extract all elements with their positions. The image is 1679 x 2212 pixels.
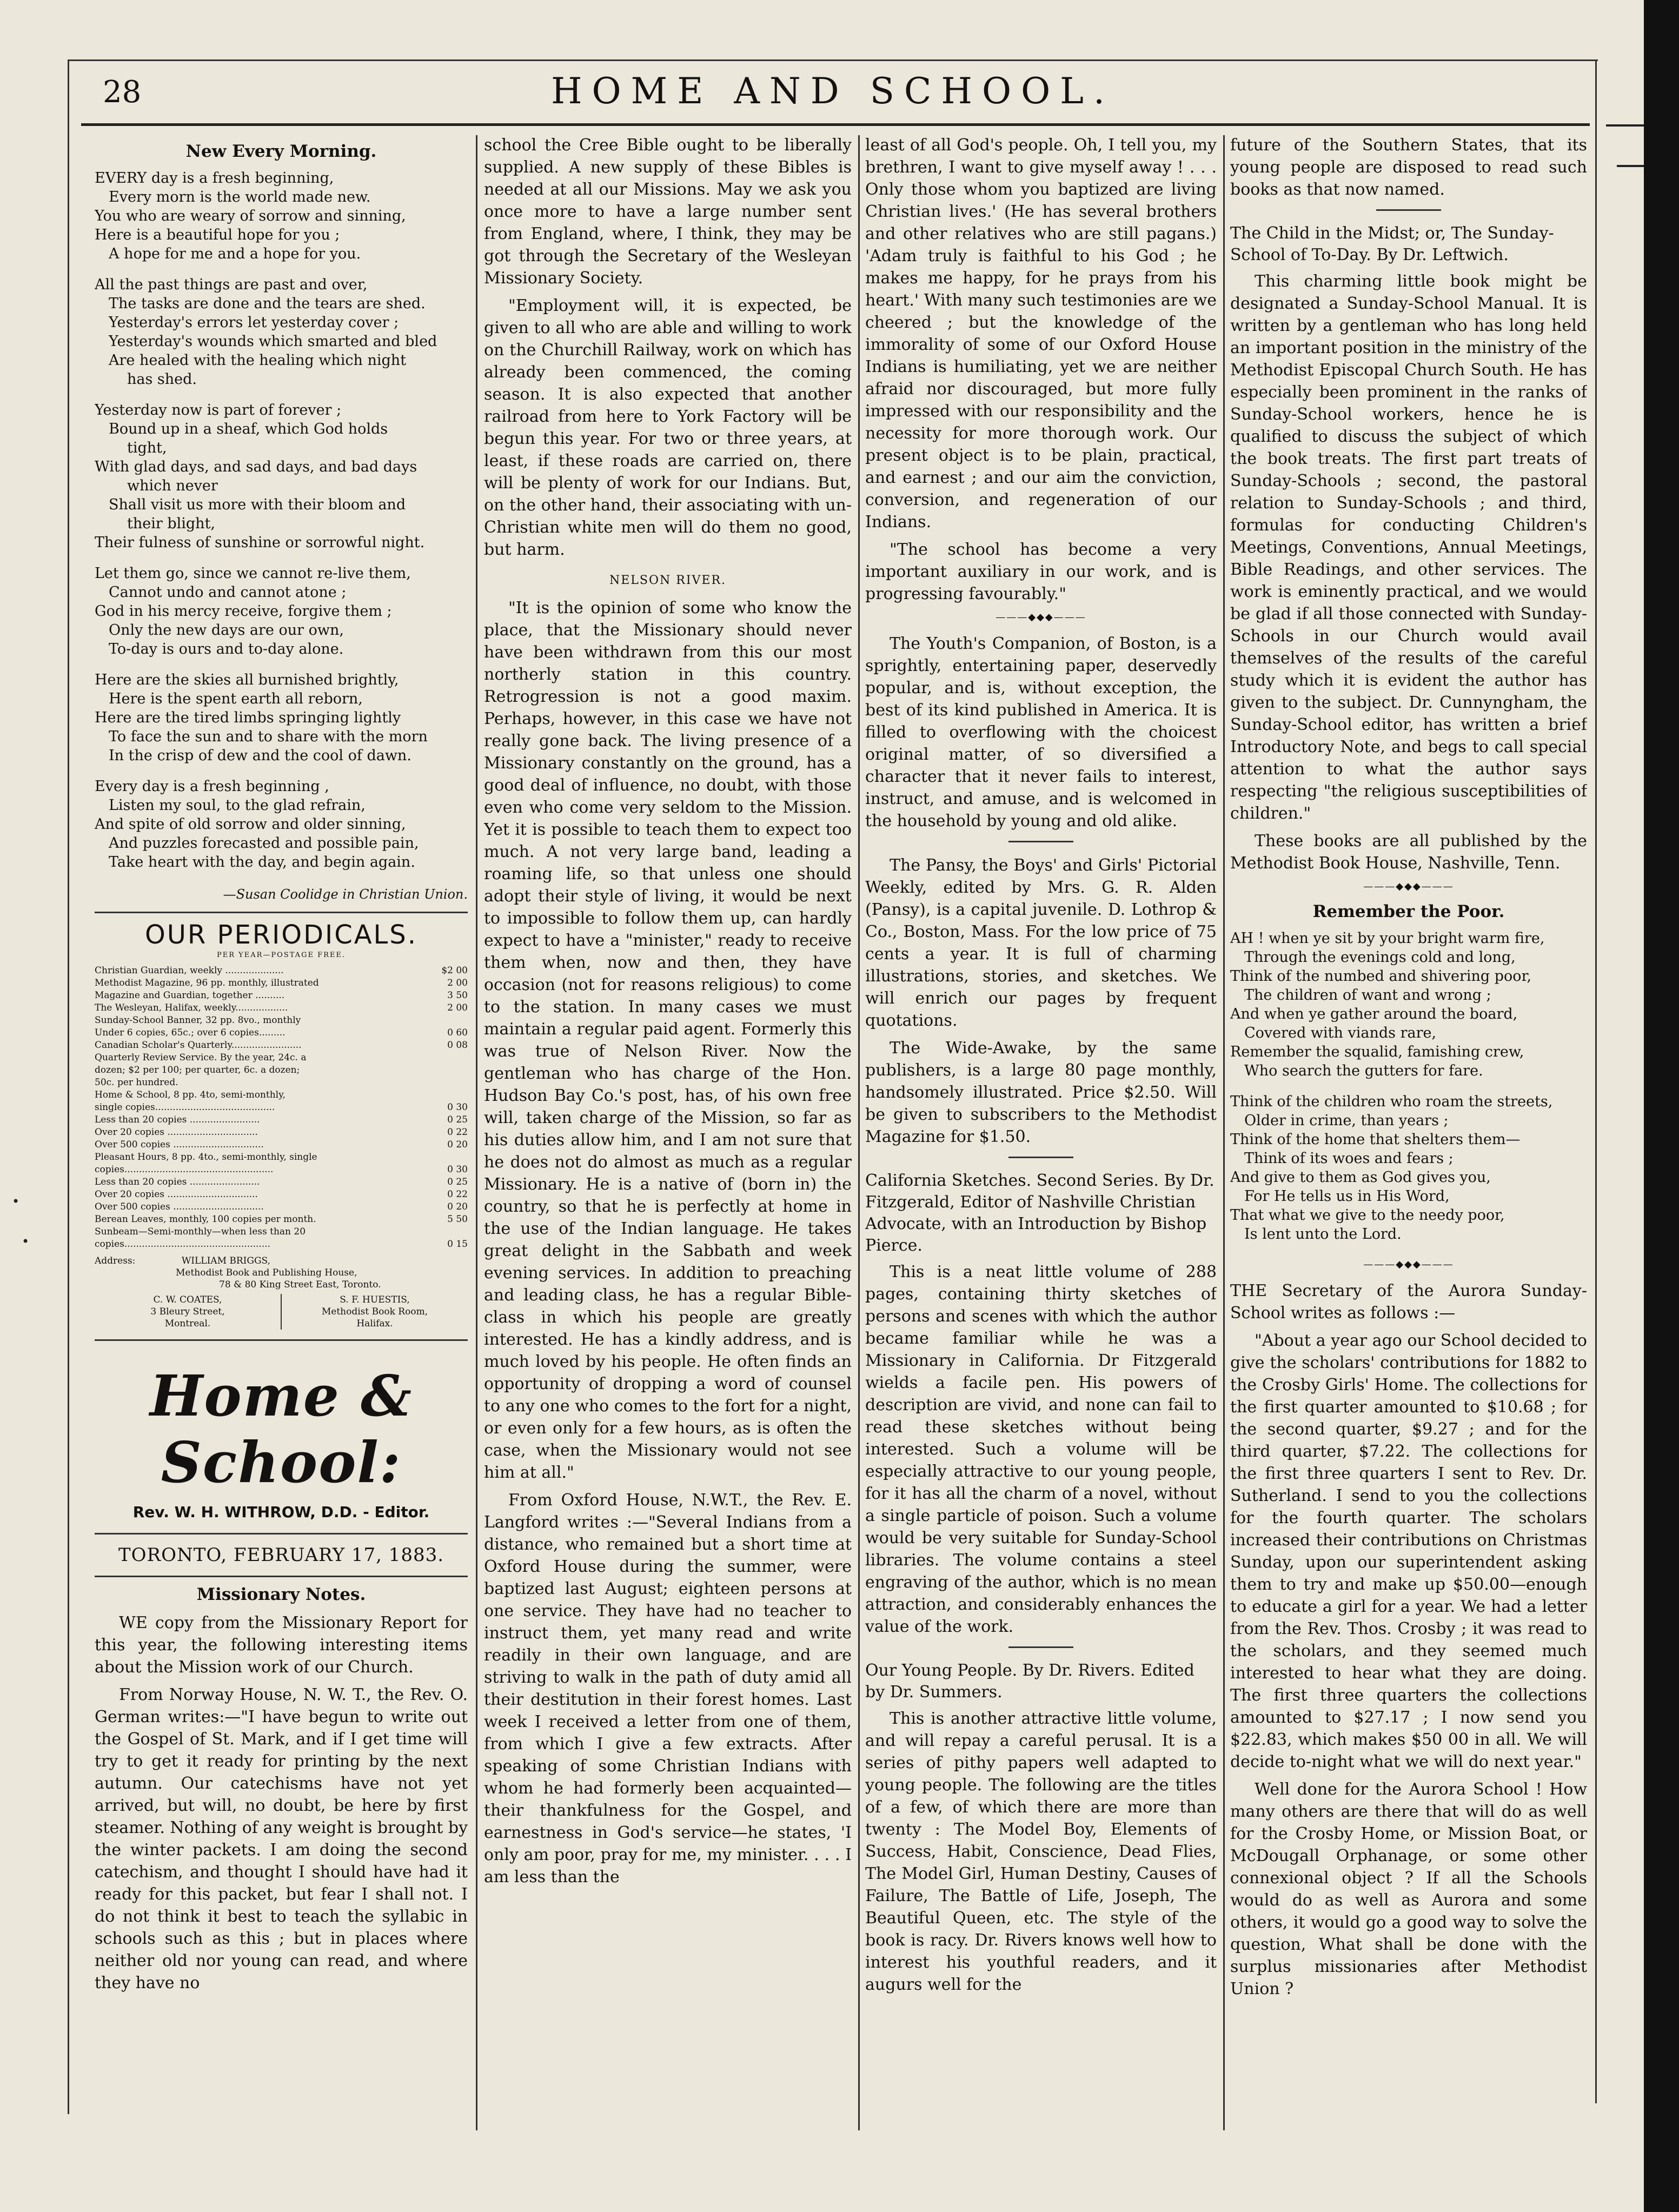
periodical-price	[436, 1052, 468, 1064]
poem-line: Think of the children who roam the streets,	[1230, 1093, 1553, 1110]
periodical-price: 3 50	[447, 990, 468, 1001]
ornament-divider: ———◆◆◆———	[1363, 1259, 1454, 1270]
poem-line: You who are weary of sorrow and sinning,	[95, 208, 406, 224]
periodical-price: 0 22	[447, 1127, 468, 1138]
header-rule	[81, 123, 1590, 126]
price-row	[95, 1176, 468, 1188]
poem-line: tight,	[127, 440, 167, 456]
periodical-name: Over 20 copies ...............................	[95, 1127, 258, 1138]
margin-dot-icon: •	[12, 1194, 20, 1209]
poem-line: Covered with viands rare,	[1244, 1025, 1437, 1041]
page-border-left	[68, 59, 69, 2114]
periodical-name: The Wesleyan, Halifax, weekly..................	[95, 1002, 288, 1013]
periodical-price: 0 60	[447, 1027, 468, 1038]
poem-line: And give to them as God gives you,	[1230, 1169, 1491, 1186]
price-row	[95, 1039, 468, 1052]
section-rule	[95, 912, 468, 913]
poem-line: Is lent unto the Lord.	[1244, 1226, 1402, 1243]
poem-line: Think of the numbed and shivering poor,	[1230, 968, 1532, 985]
periodical-price: 5 50	[447, 1214, 468, 1225]
review-paragraph: This charming little book might be designated a Sunday-School Manual. It is written by a gentleman who has long held an important position in the ministry of the Methodist Episcopal Church South. He has especially been prominent in the ranks of Sunday-School workers, hence he is qualified to discuss the subject of which the book treats. The first part treats of Sunday-Schools ; second, the pastoral relation to Sunday-Schools ; and third, formulas for conducting Children's Meetings, Conventions, Annual Meetings, Bible Readings, and other services. The work is eminently practical, and we would be glad if all those connected with Sunday-Schools in our Church would avail themselves of the results of the careful study which it is evident the author has given to the subject. Dr. Cunnyngham, the Sunday-School editor, has written a brief Introductory Note, and begs to call special attention to what the author says respecting "the religious susceptibilities of children."	[1230, 272, 1587, 823]
poem-line: That what we give to the needy poor,	[1230, 1207, 1505, 1224]
price-row	[95, 1164, 468, 1176]
agent-halifax	[281, 1294, 468, 1330]
price-list	[95, 965, 468, 1251]
periodical-name: Canadian Scholar's Quarterly........................	[95, 1040, 302, 1051]
column-rule	[476, 135, 477, 2130]
periodical-price: 0 20	[447, 1139, 468, 1150]
poem-new-every-morning	[95, 169, 468, 872]
poem-line: Yesterday's wounds which smarted and bled	[109, 333, 437, 350]
poem-line	[95, 389, 468, 401]
poem-line: A hope for me and a hope for you.	[109, 245, 361, 262]
poem-line	[95, 659, 468, 670]
price-row	[95, 1064, 468, 1077]
agents-block	[95, 1294, 468, 1330]
periodical-price: 0 25	[447, 1177, 468, 1187]
price-row	[95, 1238, 468, 1251]
price-row	[95, 1213, 468, 1226]
page-header	[81, 70, 1584, 119]
poem-line: All the past things are past and over,	[95, 276, 368, 293]
poem-line: which never	[127, 477, 218, 494]
poem-line: Here is a beautiful hope for you ;	[95, 227, 340, 243]
periodical-name: Quarterly Review Service. By the year, 24c. a	[95, 1052, 307, 1063]
poem-line: Take heart with the day, and begin again.	[109, 854, 415, 871]
poem-title: Remember the Poor.	[1312, 902, 1505, 921]
section-rule	[95, 1339, 468, 1341]
periodical-price: 0 08	[447, 1040, 468, 1051]
review-paragraph: This is a neat little volume of 288 pages, containing thirty sketches of persons and scenes with which the author became familiar while he was a Missionary in California. Dr Fitzgerald wields a facile pen. His powers of description are vivid, and none can fail to read these sketches without being interested. Such a volume will be especially attractive to our young people, for it has all the charm of a novel, without a single particle of poison. Such a volume would be very suitable for Sunday-School libraries. The volume contains a steel engraving of the author, which is no mean attraction, and considerably enhances the value of the work.	[865, 1263, 1217, 1636]
poem-line: And puzzles forecasted and possible pain,	[109, 835, 419, 852]
poem-line: Only the new days are our own,	[109, 622, 344, 639]
review-heading: California Sketches. Second Series. By Dr. Fitzgerald, Editor of Nashville Christian Advocate, with an Introduction by Bishop Pierce.	[865, 1171, 1215, 1255]
periodical-name: Christian Guardian, weekly ....................	[95, 965, 284, 976]
poem-remember-the-poor	[1230, 929, 1587, 1244]
periodical-name: copies...................................................	[95, 1164, 274, 1175]
poem-line: Listen my soul, to the glad refrain,	[109, 797, 366, 814]
price-row	[95, 1077, 468, 1089]
agent-line: Halifax.	[356, 1318, 393, 1329]
poem-line: To face the sun and to share with the morn	[109, 728, 428, 745]
page-border-right	[1595, 59, 1597, 2103]
poem-line: In the crisp of dew and the cool of dawn.	[109, 747, 412, 764]
section-rule	[1008, 841, 1073, 842]
price-row	[95, 1114, 468, 1126]
article-paragraph: least of all God's people. Oh, I tell you, my brethren, I want to give myself away ! . . . Only those whom you baptized are living Christian lives.' (He has several brothers and other relatives who are still pagans.) 'Adam truly is faithful to his God ; he makes me happy, for he prays from his heart.' With many such testimonies are we cheered ; but the knowledge of the immorality of some of our Oxford House Indians is humiliating, yet we are neither afraid nor discouraged, but more fully impressed with our responsibility and the necessity for more thorough work. Our present object is to be plain, practical, and earnest ; and our aim the conviction, conversion, and regeneration of our Indians.	[865, 136, 1217, 532]
poem-line: Every morn is the world made new.	[109, 189, 371, 205]
periodical-name: Methodist Magazine, 96 pp. monthly, illustrated	[95, 978, 319, 988]
periodical-price	[436, 1089, 468, 1101]
poem-line: Who search the gutters for fare.	[1244, 1062, 1483, 1079]
address-line: 78 & 80 King Street East, Toronto.	[219, 1279, 381, 1290]
price-row	[95, 1188, 468, 1201]
price-row	[95, 1226, 468, 1238]
poem-line: And spite of old sorrow and older sinning,	[95, 816, 406, 833]
section-rule	[1008, 1646, 1073, 1648]
periodical-name: Sunbeam—Semi-monthly—when less than 20	[95, 1226, 306, 1237]
periodical-price: 0 30	[447, 1164, 468, 1175]
agent-montreal	[95, 1294, 281, 1330]
dateline: TORONTO, FEBRUARY 17, 1883.	[118, 1544, 444, 1566]
periodical-price: 0 22	[447, 1189, 468, 1200]
poem-title: New Every Morning.	[185, 142, 377, 161]
poem-line: Shall visit us more with their bloom and	[109, 496, 406, 513]
article-paragraph: "It is the opinion of some who know the place, that the Missionary should never have been withdrawn from this our most northerly station in this country. Retrogression is not a good maxim. Perhaps, however, in this case we have not really gone back. The living presence of a Missionary constantly on the ground, has a good deal of influence, no doubt, with those even who come very seldom to the Mission. Yet it is possible to teach them to expect too much. A not very large band, leading a roaming life, so that unless one should adopt their style of living, it would be next to impossible to follow them up, can hardly expect to have a "minister," ready to receive them when, now and then, they have occasion (not for reasons religious) to come to the station. In many cases we must maintain a regular paid agent. Formerly this was true of Nelson River. Now the gentleman who has charge of the Hon. Hudson Bay Co.'s post, has, of his own free will, taken charge of the Mission, so far as his duties allow him, and I am not sure that he does not do almost as much as a regular Missionary. He is a native of (born in) the country, so that he is perfectly at home in the use of the Indian language. He takes great delight in the Sabbath and week evening services. In addition to preaching and leading class, he has a regular Bible-class in which his people are greatly interested. He has a kindly address, and is much loved by his people. He often finds an opportunity of dropping a word of counsel to any one who comes to the fort for a night, or even only for a few hours, as is often the case, when the Missionary would not see him at all."	[484, 599, 852, 1482]
price-row	[95, 1151, 468, 1164]
article-paragraph: "The school has become a very important auxiliary in our work, and is progressing favourably."	[865, 540, 1217, 603]
periodical-price: 0 25	[447, 1114, 468, 1125]
ornament-divider: ———◆◆◆———	[1363, 881, 1454, 892]
poem-line	[95, 765, 468, 777]
periodicals-title: OUR PERIODICALS.	[144, 920, 418, 950]
article-subheading: NELSON RIVER.	[609, 574, 727, 587]
article-paragraph: WE copy from the Missionary Report for this year, the following interesting items about the Mission work of our Church.	[95, 1613, 468, 1677]
poem-line: Are healed with the healing which night	[109, 352, 407, 369]
address-name: WILLIAM BRIGGS,	[181, 1256, 270, 1266]
poem-line: Yesterday now is part of forever ;	[95, 402, 342, 419]
price-row	[95, 989, 468, 1002]
agent-line: 3 Bleury Street,	[150, 1306, 225, 1317]
price-row	[95, 1027, 468, 1039]
review-paragraph: The Youth's Companion, of Boston, is a sprightly, entertaining paper, deservedly popular, and is, without exception, the best of its kind published in America. It is filled to overflowing with the choicest original matter, of so diversified a character that it never fails to interest, instruct, and amuse, and is welcomed in the household by young and old alike.	[865, 634, 1217, 831]
nameplate-title: Home & School:	[150, 1363, 413, 1496]
periodical-price	[436, 1226, 468, 1238]
review-paragraph: future of the Southern States, that its young people are disposed to read such books as that now named.	[1230, 136, 1587, 199]
poem-line	[1230, 1080, 1587, 1092]
periodicals-subtitle: PER YEAR—POSTAGE FREE.	[217, 951, 346, 959]
poem-line: Yesterday's errors let yesterday cover ;	[109, 314, 399, 331]
publisher-address	[95, 1255, 468, 1291]
poem-line: Let them go, since we cannot re-live them,	[95, 565, 411, 582]
poem-line: Older in crime, than years ;	[1244, 1112, 1449, 1129]
periodical-price	[436, 1151, 468, 1164]
agent-name: S. F. HUESTIS,	[340, 1294, 410, 1305]
poem-line: For He tells us in His Word,	[1244, 1188, 1450, 1205]
poem-line: has shed.	[127, 371, 197, 388]
periodical-name: Sunday-School Banner, 32 pp. 8vo., monthly	[95, 1015, 301, 1026]
price-row	[95, 1139, 468, 1151]
section-rule	[1376, 209, 1441, 211]
poem-line: God in his mercy receive, forgive them ;	[95, 603, 392, 620]
poem-line: Through the evenings cold and long,	[1244, 949, 1516, 966]
periodical-price: 2 00	[447, 1002, 468, 1013]
price-row	[95, 1052, 468, 1064]
poem-line: EVERY day is a fresh beginning,	[95, 170, 334, 187]
article-paragraph: "Employment will, it is expected, be given to all who are able and willing to work on the Churchill Railway, work on which has already been commenced, the coming season. It is also expected that another railroad from here to York Factory will be begun this year. For two or three years, at least, if these roads are carried on, there will be plenty of work for our Indians. But, on the other hand, their associating with un-Christian white men will do them no good, but harm.	[484, 296, 852, 559]
price-row	[95, 977, 468, 989]
periodical-name: dozen; $2 per 100; per quarter, 6c. a dozen;	[95, 1065, 300, 1075]
poem-line: Cannot undo and cannot atone ;	[109, 584, 347, 601]
poem-line: And when ye gather around the board,	[1230, 1006, 1518, 1022]
poem-line: Think of the home that shelters them—	[1230, 1131, 1521, 1148]
margin-dot-icon: •	[22, 1234, 30, 1249]
column-rule	[1223, 135, 1225, 2130]
periodical-name: Magazine and Guardian, together ..........	[95, 990, 285, 1001]
section-rule	[1008, 1157, 1073, 1158]
review-heading: The Child in the Midst; or, The Sunday-School of To-Day. By Dr. Leftwich.	[1230, 224, 1554, 264]
article-heading: Missionary Notes.	[196, 1585, 366, 1604]
periodical-price: 0 15	[447, 1239, 468, 1250]
price-row	[95, 1201, 468, 1213]
agent-name: C. W. COATES,	[153, 1294, 222, 1305]
poem-line: Here are the tired limbs springing lightly	[95, 709, 401, 726]
article-paragraph: Well done for the Aurora School ! How many others are there that will do as well for the Crosby Home, or Mission Boat, or McDougall Orphanage, or some other connexional object ? If all the Schools would do as well as Aurora and some others, it would go a good way to solve the question, What shall be done with the surplus missionaries after Methodist Union ?	[1230, 1780, 1587, 1998]
poem-line: Here are the skies all burnished brightly,	[95, 672, 399, 688]
poem-line: Here is the spent earth all reborn,	[109, 690, 363, 707]
periodical-name: Less than 20 copies ........................	[95, 1114, 260, 1125]
review-paragraph: This is another attractive little volume, and will repay a careful perusal. It is a series of pithy papers well adapted to young people. The following are the titles of a few, of which there are more than twenty : The Model Boy, Elements of Success, Habit, Conscience, Dead Flies, The Model Girl, Human Destiny, Causes of Failure, The Battle of Life, Joseph, The Beautiful Queen, etc. The style of the book is racy. Dr. Rivers knows well how to interest his youthful readers, and it augurs well for the	[865, 1709, 1217, 1994]
periodical-price: 2 00	[447, 978, 468, 988]
poem-credit: —Susan Coolidge in Christian Union.	[223, 887, 468, 902]
periodical-name: Home & School, 8 pp. 4to, semi-monthly,	[95, 1090, 286, 1100]
periodical-price	[436, 1064, 468, 1077]
periodical-price: 0 30	[447, 1102, 468, 1113]
review-heading: Our Young People. By Dr. Rivers. Edited by Dr. Summers.	[865, 1661, 1194, 1702]
periodical-price	[436, 1077, 468, 1089]
column-3	[865, 134, 1217, 2142]
page-border-top	[68, 59, 1598, 61]
periodical-name: Over 20 copies ...............................	[95, 1189, 258, 1200]
periodical-price: $2 00	[441, 965, 468, 976]
poem-line: The children of want and wrong ;	[1244, 987, 1491, 1004]
column-rule	[858, 135, 860, 2130]
running-masthead: HOME AND SCHOOL.	[550, 70, 1114, 112]
scan-edge-rule	[1606, 124, 1644, 127]
price-row	[95, 1014, 468, 1027]
periodical-price: 0 20	[447, 1201, 468, 1212]
review-paragraph: The Wide-Awake, by the same publishers, is a large 80 page monthly, handsomely illustrated. Price $2.50. Will be given to subscribers to the Methodist Magazine for $1.50.	[865, 1039, 1217, 1146]
address-label: Address:	[95, 1256, 136, 1266]
article-paragraph: "About a year ago our School decided to give the scholars' contributions for 1882 to the Crosby Girls' Home. The collections for the first quarter amounted to $10.68 ; for the second quarter, $9.27 ; and for the third quarter, $7.22. The collections for the first three quarters I sent to Rev. Dr. Sutherland. I send to you the collections for the fourth quarter. The scholars increased their contributions on Christmas Sunday, upon our superintendent asking them to try and make up $50.00—enough to educate a girl for a year. We had a letter from the Rev. Thos. Crosby ; it was read to the scholars, and they seemed much interested to hear what they are doing. The first three quarters the collections amounted to $27.17 ; I now send you $22.83, which makes $50 00 in all. We will decide to-night what we will do next year."	[1230, 1331, 1587, 1771]
periodical-name: 50c. per hundred.	[95, 1077, 178, 1088]
ornament-divider: ———◆◆◆———	[996, 612, 1086, 623]
section-rule	[95, 1576, 468, 1577]
article-paragraph: From Oxford House, N.W.T., the Rev. E. Langford writes :—"Several Indians from a distance, who remained but a short time at Oxford House during the summer, were baptized last August; eighteen persons at one service. They have had no teacher to instruct them, yet many read and write readily in their own language, and are striving to walk in the path of duty amid all their destitution in their forest homes. Last week I received a letter from one of them, from which I give a few extracts. After speaking of some Christian Indians with whom he had formerly been acquainted—their thankfulness for the Gospel, and earnestness in God's service—he states, 'I only am poor, pray for me, my minister. . . . I am less than the	[484, 1491, 852, 1886]
article-paragraph: From Norway House, N. W. T., the Rev. O. German writes:—"I have begun to write out the Gospel of St. Mark, and if I get time will try to get it ready for printing by the next autumn. Our catechisms have not yet arrived, but will, no doubt, be here by first steamer. Nothing of any weight is brought by the winter packets. I am doing the second catechism, and thought I should have had it ready for this packet, but fear I shall not. I do not think it best to teach the syllabic in schools such as this ; but in places where neither old nor young can read, and where they have no	[95, 1685, 468, 1992]
price-row	[95, 1101, 468, 1114]
review-paragraph: The Pansy, the Boys' and Girls' Pictorial Weekly, edited by Mrs. G. R. Alden (Pansy), is a capital juvenile. D. Lothrop & Co., Boston, Mass. For the low price of 75 cents a year. It is full of charming illustrations, stories, and sketches. We will enrich our pages by frequent quotations.	[865, 856, 1217, 1030]
periodical-name: Under 6 copies, 65c.; over 6 copies.........	[95, 1027, 286, 1038]
periodical-name: copies..................................................	[95, 1239, 271, 1250]
poem-line: Bound up in a sheaf, which God holds	[109, 421, 388, 437]
editor-line: Rev. W. H. WITHROW, D.D. - Editor.	[132, 1503, 430, 1521]
page-number: 28	[103, 75, 142, 110]
price-row	[95, 1089, 468, 1101]
poem-line: Their fulness of sunshine or sorrowful night.	[95, 534, 425, 551]
scan-edge-rule	[1617, 165, 1644, 167]
address-line: Methodist Book and Publishing House,	[176, 1267, 357, 1278]
article-paragraph: THE Secretary of the Aurora Sunday-School writes as follows :—	[1230, 1281, 1587, 1323]
column-1	[95, 134, 468, 2142]
scan-edge-bar	[1644, 0, 1679, 2212]
price-row	[95, 965, 468, 977]
column-2	[484, 134, 852, 2142]
periodical-name: Berean Leaves, monthly, 100 copies per month.	[95, 1214, 316, 1225]
periodical-price	[436, 1014, 468, 1027]
poem-line: their blight,	[127, 515, 216, 532]
periodical-name: Over 500 copies ...............................	[95, 1201, 264, 1212]
column-4	[1230, 134, 1587, 2142]
poem-line: Every day is a fresh beginning ,	[95, 778, 329, 795]
price-row	[95, 1126, 468, 1139]
poem-line: Remember the squalid, famishing crew,	[1230, 1044, 1524, 1060]
periodical-name: Over 500 copies ...............................	[95, 1139, 264, 1150]
poem-line: The tasks are done and the tears are shed.	[109, 295, 426, 312]
poem-line	[95, 263, 468, 275]
section-rule	[95, 1533, 468, 1535]
agent-line: Methodist Book Room,	[321, 1306, 428, 1317]
article-paragraph: school the Cree Bible ought to be liberally supplied. A new supply of these Bibles is needed at all our Missions. May we ask you once more to have a large number sent from England, where, I think, they may be got through the Secretary of the Wesleyan Missionary Society.	[484, 136, 852, 288]
poem-line: To-day is ours and to-day alone.	[109, 641, 344, 657]
periodical-name: Pleasant Hours, 8 pp. 4to., semi-monthly, single	[95, 1152, 317, 1163]
poem-line: Think of its woes and fears ;	[1244, 1150, 1454, 1167]
poem-line: With glad days, and sad days, and bad days	[95, 459, 417, 475]
periodical-name: single copies.........................................	[95, 1102, 275, 1113]
price-row	[95, 1002, 468, 1014]
poem-line	[95, 552, 468, 564]
periodical-name: Less than 20 copies ........................	[95, 1177, 260, 1187]
agent-line: Montreal.	[164, 1318, 211, 1329]
review-paragraph: These books are all published by the Methodist Book House, Nashville, Tenn.	[1230, 832, 1587, 873]
poem-line: AH ! when ye sit by your bright warm fire,	[1230, 930, 1545, 947]
